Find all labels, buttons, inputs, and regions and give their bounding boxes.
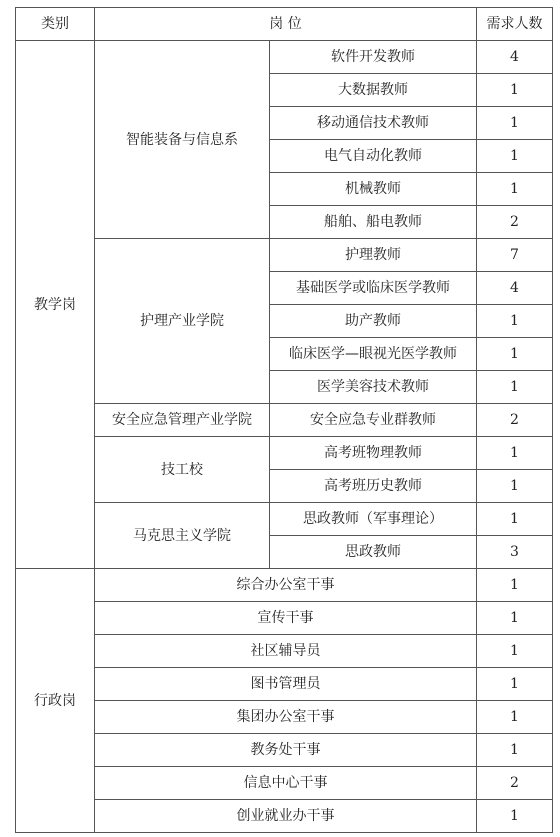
position-count: 2 bbox=[477, 767, 553, 800]
position-count: 1 bbox=[477, 701, 553, 734]
position-title: 宣传干事 bbox=[95, 602, 477, 635]
position-count: 2 bbox=[477, 404, 553, 437]
table-row bbox=[16, 800, 553, 833]
header-category: 类别 bbox=[16, 8, 95, 41]
position-count: 1 bbox=[477, 668, 553, 701]
department-name: 马克思主义学院 bbox=[95, 503, 270, 569]
position-title: 移动通信技术教师 bbox=[270, 107, 477, 140]
position-title: 综合办公室干事 bbox=[95, 569, 477, 602]
position-count: 1 bbox=[477, 107, 553, 140]
position-title: 图书管理员 bbox=[95, 668, 477, 701]
position-count: 1 bbox=[477, 437, 553, 470]
position-title: 大数据教师 bbox=[270, 74, 477, 107]
table-row bbox=[16, 41, 553, 74]
position-count: 1 bbox=[477, 470, 553, 503]
position-title: 高考班历史教师 bbox=[270, 470, 477, 503]
table-row bbox=[16, 668, 553, 701]
header-row bbox=[16, 8, 553, 41]
position-title: 高考班物理教师 bbox=[270, 437, 477, 470]
table-row bbox=[16, 734, 553, 767]
position-count: 1 bbox=[477, 173, 553, 206]
position-title: 软件开发教师 bbox=[270, 41, 477, 74]
position-title: 信息中心干事 bbox=[95, 767, 477, 800]
position-title: 医学美容技术教师 bbox=[270, 371, 477, 404]
position-count: 1 bbox=[477, 305, 553, 338]
position-count: 1 bbox=[477, 140, 553, 173]
position-count: 1 bbox=[477, 635, 553, 668]
position-title: 社区辅导员 bbox=[95, 635, 477, 668]
category-teaching: 教学岗 bbox=[16, 41, 95, 569]
table-row bbox=[16, 239, 553, 272]
position-count: 1 bbox=[477, 800, 553, 833]
position-count: 1 bbox=[477, 602, 553, 635]
position-title: 思政教师 bbox=[270, 536, 477, 569]
header-position: 岗 位 bbox=[95, 8, 477, 41]
table-row bbox=[16, 635, 553, 668]
position-count: 1 bbox=[477, 734, 553, 767]
position-count: 1 bbox=[477, 569, 553, 602]
department-name: 护理产业学院 bbox=[95, 239, 270, 404]
position-count: 4 bbox=[477, 272, 553, 305]
recruitment-table bbox=[15, 7, 553, 833]
position-count: 1 bbox=[477, 338, 553, 371]
table-row bbox=[16, 569, 553, 602]
table-row bbox=[16, 602, 553, 635]
table-row bbox=[16, 701, 553, 734]
position-count: 1 bbox=[477, 371, 553, 404]
position-count: 1 bbox=[477, 503, 553, 536]
department-name: 智能装备与信息系 bbox=[95, 41, 270, 239]
position-title: 助产教师 bbox=[270, 305, 477, 338]
position-title: 临床医学—眼视光医学教师 bbox=[270, 338, 477, 371]
department-name: 安全应急管理产业学院 bbox=[95, 404, 270, 437]
table-row bbox=[16, 767, 553, 800]
table-row bbox=[16, 437, 553, 470]
position-title: 思政教师（军事理论） bbox=[270, 503, 477, 536]
position-count: 1 bbox=[477, 74, 553, 107]
position-count: 4 bbox=[477, 41, 553, 74]
position-title: 基础医学或临床医学教师 bbox=[270, 272, 477, 305]
position-title: 电气自动化教师 bbox=[270, 140, 477, 173]
table-row bbox=[16, 404, 553, 437]
position-title: 创业就业办干事 bbox=[95, 800, 477, 833]
position-title: 护理教师 bbox=[270, 239, 477, 272]
category-admin: 行政岗 bbox=[16, 569, 95, 833]
position-count: 3 bbox=[477, 536, 553, 569]
position-count: 7 bbox=[477, 239, 553, 272]
department-name: 技工校 bbox=[95, 437, 270, 503]
position-title: 安全应急专业群教师 bbox=[270, 404, 477, 437]
position-title: 船舶、船电教师 bbox=[270, 206, 477, 239]
position-count: 2 bbox=[477, 206, 553, 239]
position-title: 集团办公室干事 bbox=[95, 701, 477, 734]
header-count: 需求人数 bbox=[477, 8, 553, 41]
position-title: 教务处干事 bbox=[95, 734, 477, 767]
table-row bbox=[16, 503, 553, 536]
position-title: 机械教师 bbox=[270, 173, 477, 206]
